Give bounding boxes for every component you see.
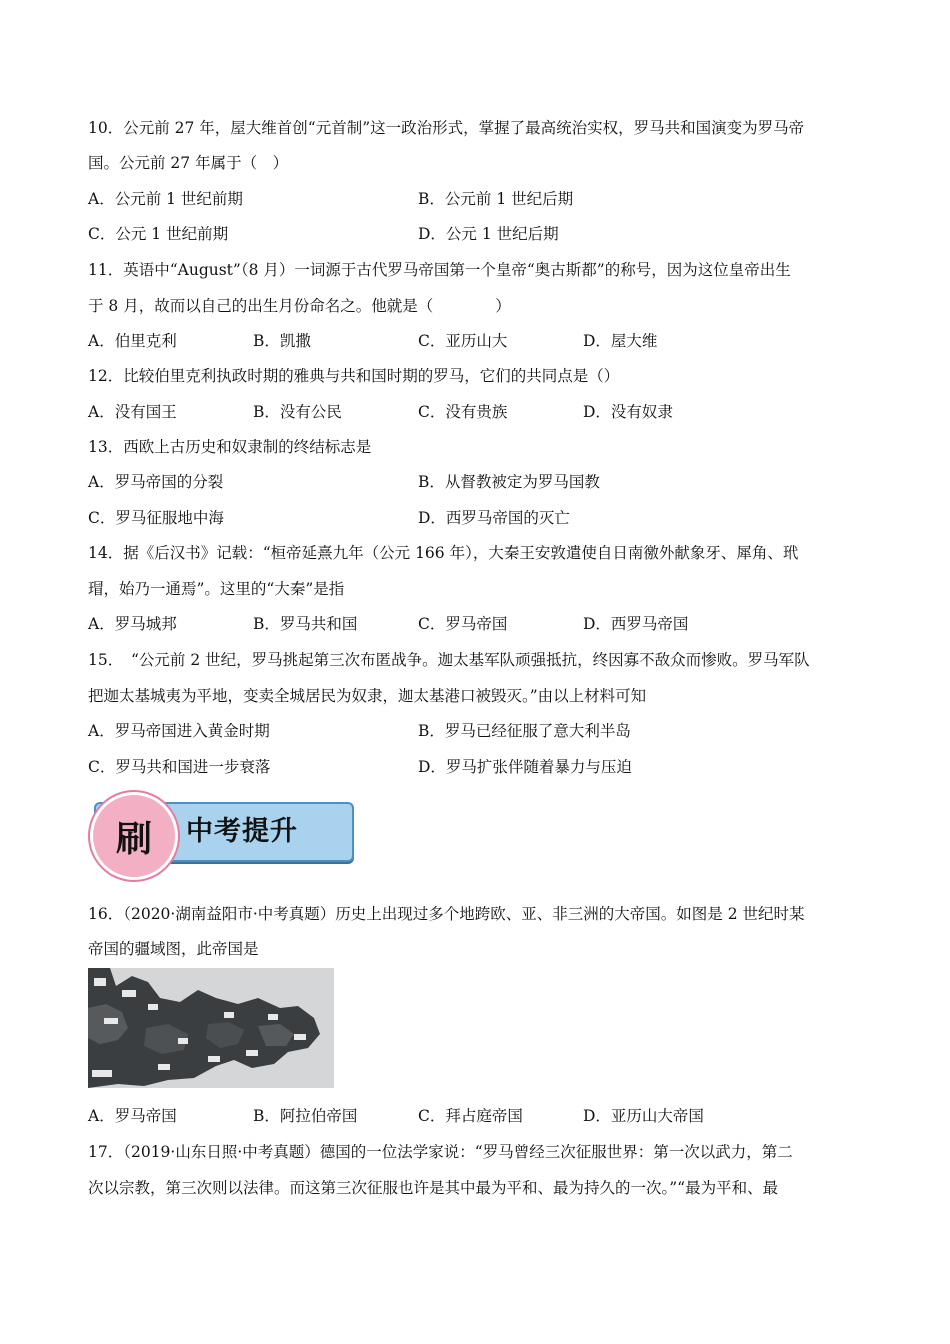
q11-option-c: C．亚历山大 <box>418 332 508 350</box>
q10-option-a: A．公元前 1 世纪前期 <box>88 190 243 208</box>
q16-option-b: B．阿拉伯帝国 <box>253 1107 358 1125</box>
q14-option-c: C．罗马帝国 <box>418 615 508 633</box>
q16-option-a: A．罗马帝国 <box>88 1107 177 1125</box>
q17-line-1: 17．（2019·山东日照·中考真题）德国的一位法学家说：“罗马曾经三次征服世界：第一次以武力，第二 <box>88 1143 793 1161</box>
q10-option-d: D．公元 1 世纪后期 <box>418 225 559 243</box>
q14-line-1: 14．据《后汉书》记载：“桓帝延熹九年（公元 166 年），大秦王安敦遣使自日南徼外献象牙、犀角、玳 <box>88 544 799 562</box>
q14-option-d: D．西罗马帝国 <box>583 615 689 633</box>
q16-option-c: C．拜占庭帝国 <box>418 1107 523 1125</box>
q15-option-a: A．罗马帝国进入黄金时期 <box>88 722 270 740</box>
banner-label: 中考提升 <box>186 816 298 847</box>
q13-option-d: D．西罗马帝国的灭亡 <box>418 509 570 527</box>
q13-option-b: B．从督教被定为罗马国教 <box>418 473 600 491</box>
q16-line-2: 帝国的疆域图，此帝国是 <box>88 940 259 958</box>
q13-line-1: 13．西欧上古历史和奴隶制的终结标志是 <box>88 438 372 456</box>
banner-circle-text: 刷 <box>115 817 152 860</box>
q12-line-1: 12．比较伯里克利执政时期的雅典与共和国时期的罗马，它们的共同点是（） <box>88 367 620 385</box>
banner-circle-badge <box>90 792 178 880</box>
q15-line-1: 15． “公元前 2 世纪，罗马挑起第三次布匿战争。迦太基军队顽强抵抗，终因寡不敌众而惨败。罗马军队 <box>88 651 810 669</box>
empire-territory-map-image <box>88 968 334 1088</box>
q11-line-2: 于 8 月，故而以自己的出生月份命名之。他就是（ ） <box>88 297 511 315</box>
q10-option-b: B．公元前 1 世纪后期 <box>418 190 574 208</box>
q15-line-2: 把迦太基城夷为平地，变卖全城居民为奴隶，迦太基港口被毁灭。”由以上材料可知 <box>88 687 647 705</box>
q14-option-b: B．罗马共和国 <box>253 615 358 633</box>
q15-option-d: D．罗马扩张伴随着暴力与压迫 <box>418 758 632 776</box>
q11-line-1: 11．英语中“August”（8 月）一词源于古代罗马帝国第一个皇帝“奥古斯都”的称号，因为这位皇帝出生 <box>88 261 791 279</box>
q16-option-d: D．亚历山大帝国 <box>583 1107 704 1125</box>
q13-option-c: C．罗马征服地中海 <box>88 509 224 527</box>
q11-option-b: B．凯撒 <box>253 332 311 350</box>
q17-line-2: 次以宗教，第三次则以法律。而这第三次征服也许是其中最为平和、最为持久的一次。”“最为平和、最 <box>88 1179 779 1197</box>
q10-line-1: 10．公元前 27 年，屋大维首创“元首制”这一政治形式，掌握了最高统治实权，罗马共和国演变为罗马帝 <box>88 119 805 137</box>
q12-option-c: C．没有贵族 <box>418 403 508 421</box>
q15-option-b: B．罗马已经征服了意大利半岛 <box>418 722 631 740</box>
q12-option-b: B．没有公民 <box>253 403 342 421</box>
q12-option-a: A．没有国王 <box>88 403 177 421</box>
q14-option-a: A．罗马城邦 <box>88 615 177 633</box>
q16-line-1: 16．（2020·湖南益阳市·中考真题）历史上出现过多个地跨欧、亚、非三洲的大帝国。如图是 2 世纪时某 <box>88 905 805 923</box>
q15-option-c: C．罗马共和国进一步衰落 <box>88 758 271 776</box>
q13-option-a: A．罗马帝国的分裂 <box>88 473 224 491</box>
q14-line-2: 瑁，始乃一通焉”。这里的“大秦”是指 <box>88 580 345 598</box>
q11-option-d: D．屋大维 <box>583 332 658 350</box>
q11-option-a: A．伯里克利 <box>88 332 177 350</box>
q10-option-c: C．公元 1 世纪前期 <box>88 225 229 243</box>
q12-option-d: D．没有奴隶 <box>583 403 673 421</box>
section-banner <box>88 792 353 880</box>
q10-line-2: 国。公元前 27 年属于（ ） <box>88 154 289 172</box>
